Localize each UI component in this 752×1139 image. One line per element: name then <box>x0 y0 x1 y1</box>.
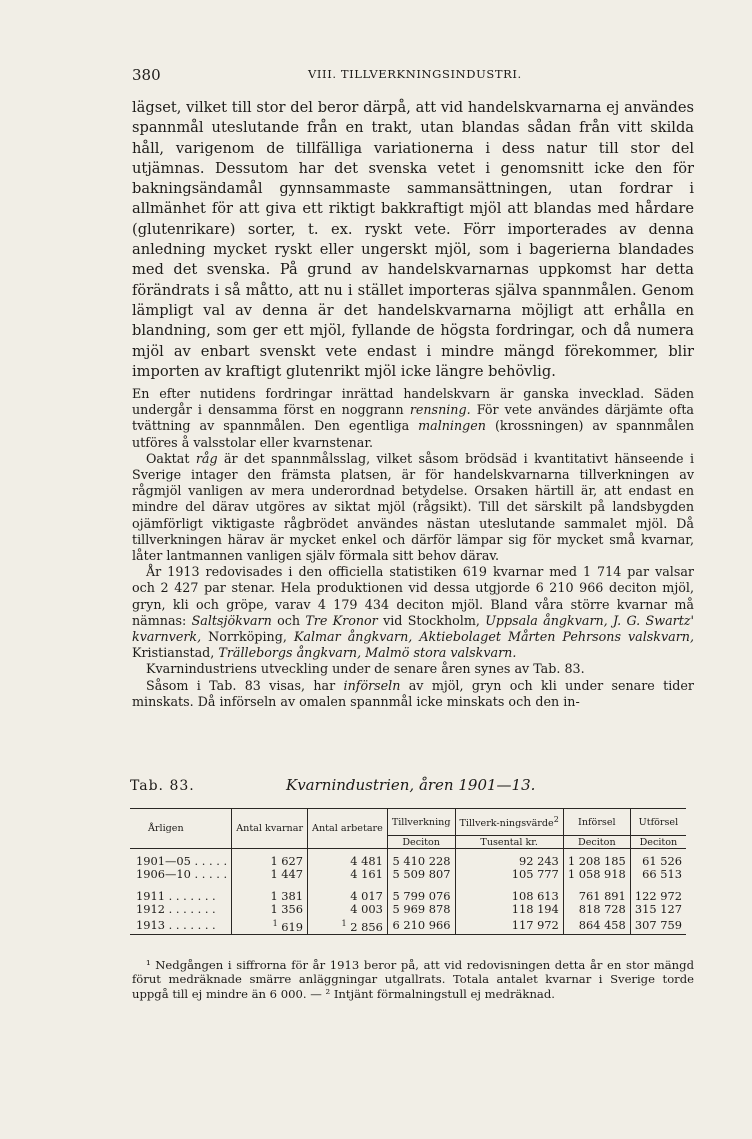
unit-value: Tusental kr. <box>455 836 563 849</box>
table-row: 1913 . . . . . . . $^1$ 619 $^1$ 2 856 6 210 966 117 972 864 458 307 759 <box>130 917 686 935</box>
header-imports: Införsel <box>563 809 630 836</box>
small-print-section <box>132 386 694 710</box>
paragraph-1: lägset, vilket till stor del beror därpå, att vid handelskvarnarna ej användes spannmål uteslutande från en trakt, utan blandas sådan från vitt skilda håll, varigenom de tillfälliga variationerna i dess natur till stor del utjämnas. Dessutom har det svenska vetet i genomsnitt icke den för bakningsändamål gynnsammaste sammansättningen, utan fordrar i allmänhet för att giva ett riktigt bakkraftigt mjöl att blandas med hårdare (glutenrikare) sorter, t. ex. ryskt vete. Förr importerades av denna anledning mycket ryskt eller ungerskt mjöl, som i bagerierna blandades med det svenska. På grund av handelskvarnarnas uppkomst har detta förändrats i så måtto, att nu i stället importeras själva spannmålen. Genom lämpligt val av denna är det handelskvarnarna möjligt att erhålla en blandning, som ger ett mjöl, fyllande de högsta fordringar, och då numera mjöl av enbart svenskt vete endast i mindre mängd förekommer, blir importen av kraftigt glutenrikt mjöl icke längre behövlig. <box>132 99 694 380</box>
term-rensning: rensning. <box>409 402 471 418</box>
header-exports: Utförsel <box>630 809 686 836</box>
term-rag: råg <box>195 450 218 466</box>
page-header <box>132 66 692 86</box>
unit-exports: Deciton <box>630 836 686 849</box>
term-inforseln: införseln <box>343 677 401 693</box>
header-year: Årligen <box>130 809 232 849</box>
table-row: 1906—10 . . . . . 1 447 4 161 5 509 807 105 777 1 058 918 66 513 <box>130 868 686 881</box>
table-row: 1901—05 . . . . . 1 627 4 481 5 410 228 92 243 1 208 185 61 526 <box>130 855 686 868</box>
mill-industry-table <box>130 808 686 935</box>
running-title: VIII. TILLVERKNINGSINDUSTRI. <box>308 67 522 81</box>
header-workers: Antal arbetare <box>308 809 388 849</box>
main-paragraph <box>132 98 694 382</box>
header-value: Tillverk-ningsvärde$^2$ <box>455 809 563 836</box>
paragraph-mill-process: En efter nutidens fordringar inrättad handelskvarn är ganska invecklad. Säden undergår i densamma först en noggrann rensning. För vete användes därjämte ofta tvättning av spannmålen. Den egentliga malningen (krossningen) av spannmålen utföres å valsstolar eller kvarnstenar. <box>132 386 694 450</box>
term-malningen: malningen <box>418 418 486 434</box>
paragraph-rye: Oaktat råg är det spannmålsslag, vilket såsom brödsäd i kvantitativt hänseende i Sverige intager den främsta platsen, är för handelskvarnarna tillverkningen av rågmjöl vanligen av mera underordnad betydelse. Orsaken härtill är, att endast en mindre del därav utgöres av siktat mjöl (rågsikt). Till det särskilt på landsbygden ojämförligt viktigaste rågbrödet användes nästan uteslutande sammalet mjöl. Då tillverkningen härav är mycket enkel och därför lämpar sig för mycket små kvarnar, låter lantmannen vanligen själv förmala sitt behov därav. <box>132 450 694 564</box>
paragraph-development: Kvarnindustriens utveckling under de senare åren synes av Tab. 83. <box>146 661 585 677</box>
paragraph-imports: Såsom i Tab. 83 visas, har införseln av mjöl, gryn och kli under senare tider minskats. Då införseln av omalen spannmål icke minskats och den in- <box>132 677 694 709</box>
table-caption <box>130 776 694 798</box>
table-row: 1911 . . . . . . . 1 381 4 017 5 799 076 108 613 761 891 122 972 <box>130 890 686 903</box>
footnote-text: ¹ Nedgången i siffrorna för år 1913 beror på, att vid redovisningen detta år en stor mängd förut medräknade smärre anläggningar utgallrats. Totala antalet kvarnar i Sverige torde uppgå till ej mindre än 6 000. — ² Intjänt förmalningstull ej medräknad. <box>132 958 694 1001</box>
table-row: 1912 . . . . . . . 1 356 4 003 5 969 878 118 194 818 728 315 127 <box>130 903 686 916</box>
unit-imports: Deciton <box>563 836 630 849</box>
unit-production: Deciton <box>387 836 455 849</box>
footnote <box>132 958 694 1001</box>
header-mills: Antal kvarnar <box>232 809 308 849</box>
page-number: 380 <box>132 66 161 84</box>
table-label: Tab. 83. <box>130 778 195 794</box>
paragraph-statistics: År 1913 redovisades i den officiella statistiken 619 kvarnar med 1 714 par valsar och 2 427 par stenar. Hela produktionen vid dessa utgjorde 6 210 966 deciton mjöl, gryn, kli och gröpe, varav 4 179 434 deciton mjöl. Bland våra större kvarnar må nämnas: Saltsjökvarn och Tre Kronor vid Stockholm, Uppsala ångkvarn, J. G. Swartz' kvarnverk, Norrköping, Kalmar ångkvarn, Aktiebolaget Mårten Pehrsons valskvarn, Kristianstad, Trälleborgs ångkvarn, Malmö stora valskvarn. <box>132 564 694 661</box>
header-production: Tillverkning <box>387 809 455 836</box>
table-title: Kvarnindustrien, åren 1901—13. <box>286 776 536 794</box>
